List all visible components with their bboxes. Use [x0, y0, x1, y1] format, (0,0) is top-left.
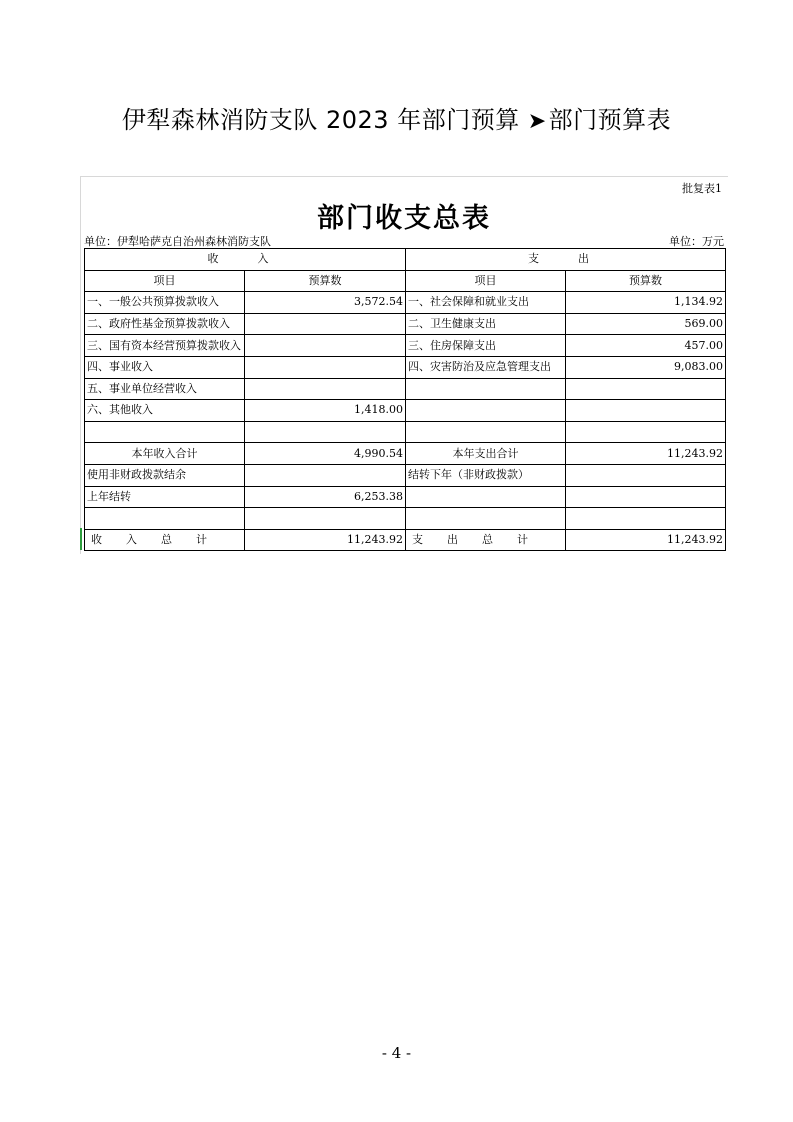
table-row [85, 400, 726, 422]
income-amount [245, 356, 406, 378]
unit-organization: 单位：伊犁哈萨克自治州森林消防支队 [84, 235, 271, 248]
expense-header: 支 出 [406, 249, 726, 271]
col-income-amount: 预算数 [245, 270, 406, 292]
expense-amount: 1,134.92 [566, 292, 726, 314]
income-nonfiscal-label: 使用非财政拨款结余 [85, 464, 245, 486]
selected-cell-marker [80, 528, 82, 550]
table-row [85, 421, 726, 443]
expense-amount [566, 421, 726, 443]
expense-total-amount: 11,243.92 [566, 529, 726, 551]
table-row [85, 508, 726, 530]
column-header-row [85, 270, 726, 292]
expense-item: 四、灾害防治及应急管理支出 [406, 356, 566, 378]
expense-amount [566, 400, 726, 422]
expense-amount [566, 378, 726, 400]
income-total-label: 收入总计 [85, 529, 245, 551]
expense-item: 二、卫生健康支出 [406, 313, 566, 335]
income-subtotal-label: 本年收入合计 [85, 443, 245, 465]
income-item: 六、其他收入 [85, 400, 245, 422]
col-income-item: 项目 [85, 270, 245, 292]
income-item [85, 421, 245, 443]
income-amount: 3,572.54 [245, 292, 406, 314]
table-header-row [85, 249, 726, 271]
expense-carryover-amount [566, 486, 726, 508]
budget-table [84, 248, 726, 551]
table-row [85, 378, 726, 400]
expense-nonfiscal-amount [566, 464, 726, 486]
page-number: - 4 - [381, 1044, 412, 1062]
table-title: 部门收支总表 [317, 203, 491, 234]
expense-amount: 569.00 [566, 313, 726, 335]
table-row [85, 292, 726, 314]
arrow-right-icon: ➤ [527, 109, 547, 134]
expense-item: 三、住房保障支出 [406, 335, 566, 357]
income-item: 四、事业收入 [85, 356, 245, 378]
income-item: 一、一般公共预算拨款收入 [85, 292, 245, 314]
nonfiscal-row [85, 464, 726, 486]
income-amount: 1,418.00 [245, 400, 406, 422]
table-row [85, 335, 726, 357]
income-amount [245, 313, 406, 335]
income-item: 三、国有资本经营预算拨款收入 [85, 335, 245, 357]
income-item [85, 508, 245, 530]
total-row [85, 529, 726, 551]
table-row [85, 356, 726, 378]
expense-amount: 9,083.00 [566, 356, 726, 378]
income-amount [245, 508, 406, 530]
income-amount [245, 378, 406, 400]
unit-currency: 单位：万元 [669, 235, 724, 248]
income-carryover-label: 上年结转 [85, 486, 245, 508]
income-item: 五、事业单位经营收入 [85, 378, 245, 400]
expense-item [406, 421, 566, 443]
expense-carryover-label [406, 486, 566, 508]
income-nonfiscal-amount [245, 464, 406, 486]
carryover-row [85, 486, 726, 508]
reference-code: 批复表1 [682, 182, 722, 195]
subtotal-row [85, 443, 726, 465]
income-total-amount: 11,243.92 [245, 529, 406, 551]
document-title-main: 伊犁森林消防支队 2023 年部门预算 [121, 106, 520, 134]
expense-item: 一、社会保障和就业支出 [406, 292, 566, 314]
spreadsheet-image [80, 176, 728, 554]
sheet-gridline-top [80, 176, 728, 177]
expense-nonfiscal-label: 结转下年（非财政拨款） [406, 464, 566, 486]
col-expense-amount: 预算数 [566, 270, 726, 292]
expense-item [406, 378, 566, 400]
income-item: 二、政府性基金预算拨款收入 [85, 313, 245, 335]
expense-amount: 457.00 [566, 335, 726, 357]
expense-item [406, 400, 566, 422]
income-subtotal-amount: 4,990.54 [245, 443, 406, 465]
expense-subtotal-amount: 11,243.92 [566, 443, 726, 465]
income-amount [245, 421, 406, 443]
document-title-section: 部门预算表 [548, 106, 672, 134]
expense-item [406, 508, 566, 530]
income-carryover-amount: 6,253.38 [245, 486, 406, 508]
document-title [0, 100, 793, 135]
expense-total-label: 支出总计 [406, 529, 566, 551]
income-header: 收 入 [85, 249, 406, 271]
expense-subtotal-label: 本年支出合计 [406, 443, 566, 465]
table-row [85, 313, 726, 335]
income-amount [245, 335, 406, 357]
col-expense-item: 项目 [406, 270, 566, 292]
expense-amount [566, 508, 726, 530]
